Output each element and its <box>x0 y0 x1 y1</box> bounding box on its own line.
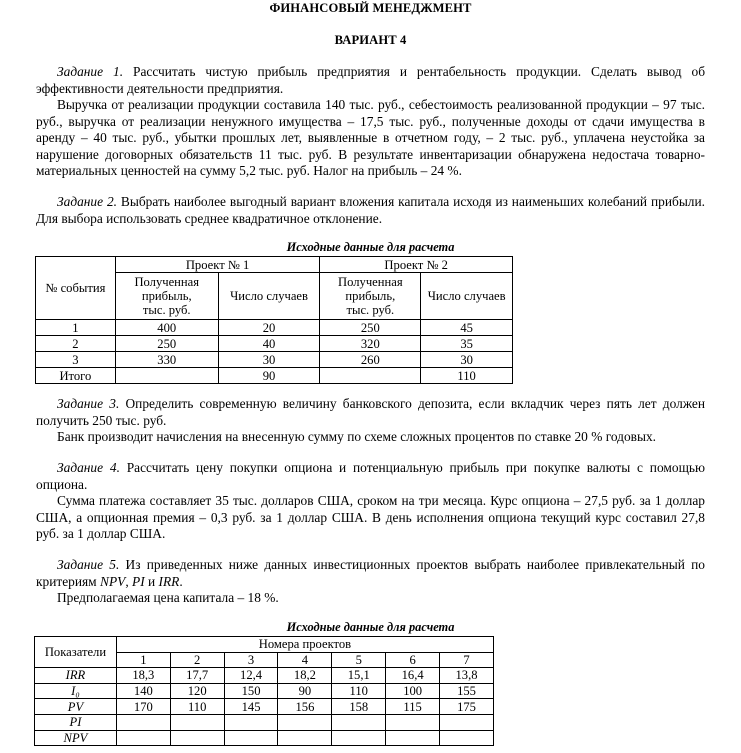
task4-text: Рассчитать цену покупки опциона и потенциальную прибыль при покупке валюты с помощью опциона. <box>36 460 705 492</box>
task1-text: Рассчитать чистую прибыль предприятия и рентабельность продукции. Сделать вывод об эффективности деятельности предприятия. <box>36 64 706 96</box>
task4-label: Задание 4. <box>57 460 120 475</box>
task2-text: Выбрать наиболее выгодный вариант вложения капитала исходя из наименьших колебаний прибыли. Для выбора использовать среднее квадратичное отклонение. <box>36 194 706 226</box>
task2-table <box>35 256 513 384</box>
table-row: PI <box>35 714 494 730</box>
indicator-header: Показатели <box>35 637 117 668</box>
project1-cases-header: Число случаев <box>218 273 320 320</box>
project2-cases-header: Число случаев <box>421 273 513 320</box>
table-row: 1 400 20 250 45 <box>36 320 513 336</box>
task5-statement: Задание 5. Из приведенных ниже данных инвестиционных проектов выбрать наиболее привлекательный по критериям NPV, PI и IRR. <box>36 557 705 589</box>
task5-table-caption: Исходные данные для расчета <box>286 620 455 634</box>
task4-statement <box>36 460 705 493</box>
task2-statement <box>36 194 705 227</box>
variant-title: ВАРИАНТ 4 <box>334 33 407 47</box>
event-header: № события <box>36 257 116 320</box>
table-row: PV 170 110 145 156 158 115 175 <box>35 699 494 715</box>
total-row: Итого 90 110 <box>36 368 513 384</box>
table-row: IRR 18,3 17,7 12,4 18,2 15,1 16,4 13,8 <box>35 668 494 684</box>
task3-statement <box>36 396 705 429</box>
task1-label: Задание 1. <box>57 64 124 79</box>
task5-details: Предполагаемая цена капитала – 18 %. <box>57 590 279 605</box>
task3-details: Банк производит начисления на внесенную сумму по схеме сложных процентов по ставке 20 % годовых. <box>57 429 657 444</box>
project1-header: Проект № 1 <box>115 257 320 273</box>
project-numbers-header: Номера проектов <box>116 637 493 653</box>
project-number-row: 1 2 3 4 5 6 7 <box>35 652 494 668</box>
task2-table-caption: Исходные данные для расчета <box>286 240 455 254</box>
task4-details: Сумма платежа составляет 35 тыс. долларов США, сроком на три месяца. Курс опциона – 27,5 руб. за 1 доллар США, а опционная премия – 0,3 руб. за 1 доллар США. В день исполнения опциона текущий курс составил 27,8 руб. за 1 доллар США. <box>36 493 705 542</box>
project2-header: Проект № 2 <box>320 257 513 273</box>
document-title: ФИНАНСОВЫЙ МЕНЕДЖМЕНТ <box>269 1 472 15</box>
task3-text: Определить современную величину банковского депозита, если вкладчик через пять лет должен получить 250 тыс. руб. <box>36 396 705 428</box>
task5-label: Задание 5. <box>57 557 120 572</box>
project2-profit-header: Полученная прибыль, тыс. руб. <box>320 273 421 320</box>
table-row: 3 330 30 260 30 <box>36 352 513 368</box>
task2-label: Задание 2. <box>57 194 118 209</box>
task3-label: Задание 3. <box>57 396 120 411</box>
project1-profit-header: Полученная прибыль, тыс. руб. <box>115 273 218 320</box>
task1-details: Выручка от реализации продукции составила 140 тыс. руб., себестоимость реализованной продукции – 97 тыс. руб., выручка от реализации ненужного имущества – 17,5 тыс. руб., полученные доходы от сдачи имущества в аренду – 40 тыс. руб., убытки прошлых лет, выявленные в отчетном году, – 2 тыс. руб., уплачена неустойка за нарушение договорных обязательств 11 тыс. руб. В результате инвентаризации обнаружена недостача товарно-материальных ценностей на сумму 5,2 тыс. руб. Налог на прибыль – 24 %. <box>36 97 705 179</box>
task5-table <box>34 636 494 746</box>
table-row: 2 250 40 320 35 <box>36 336 513 352</box>
table-row: NPV <box>35 730 494 746</box>
task1-statement <box>36 64 705 97</box>
table-row: I₀ 140 120 150 90 110 100 155 <box>35 683 494 699</box>
